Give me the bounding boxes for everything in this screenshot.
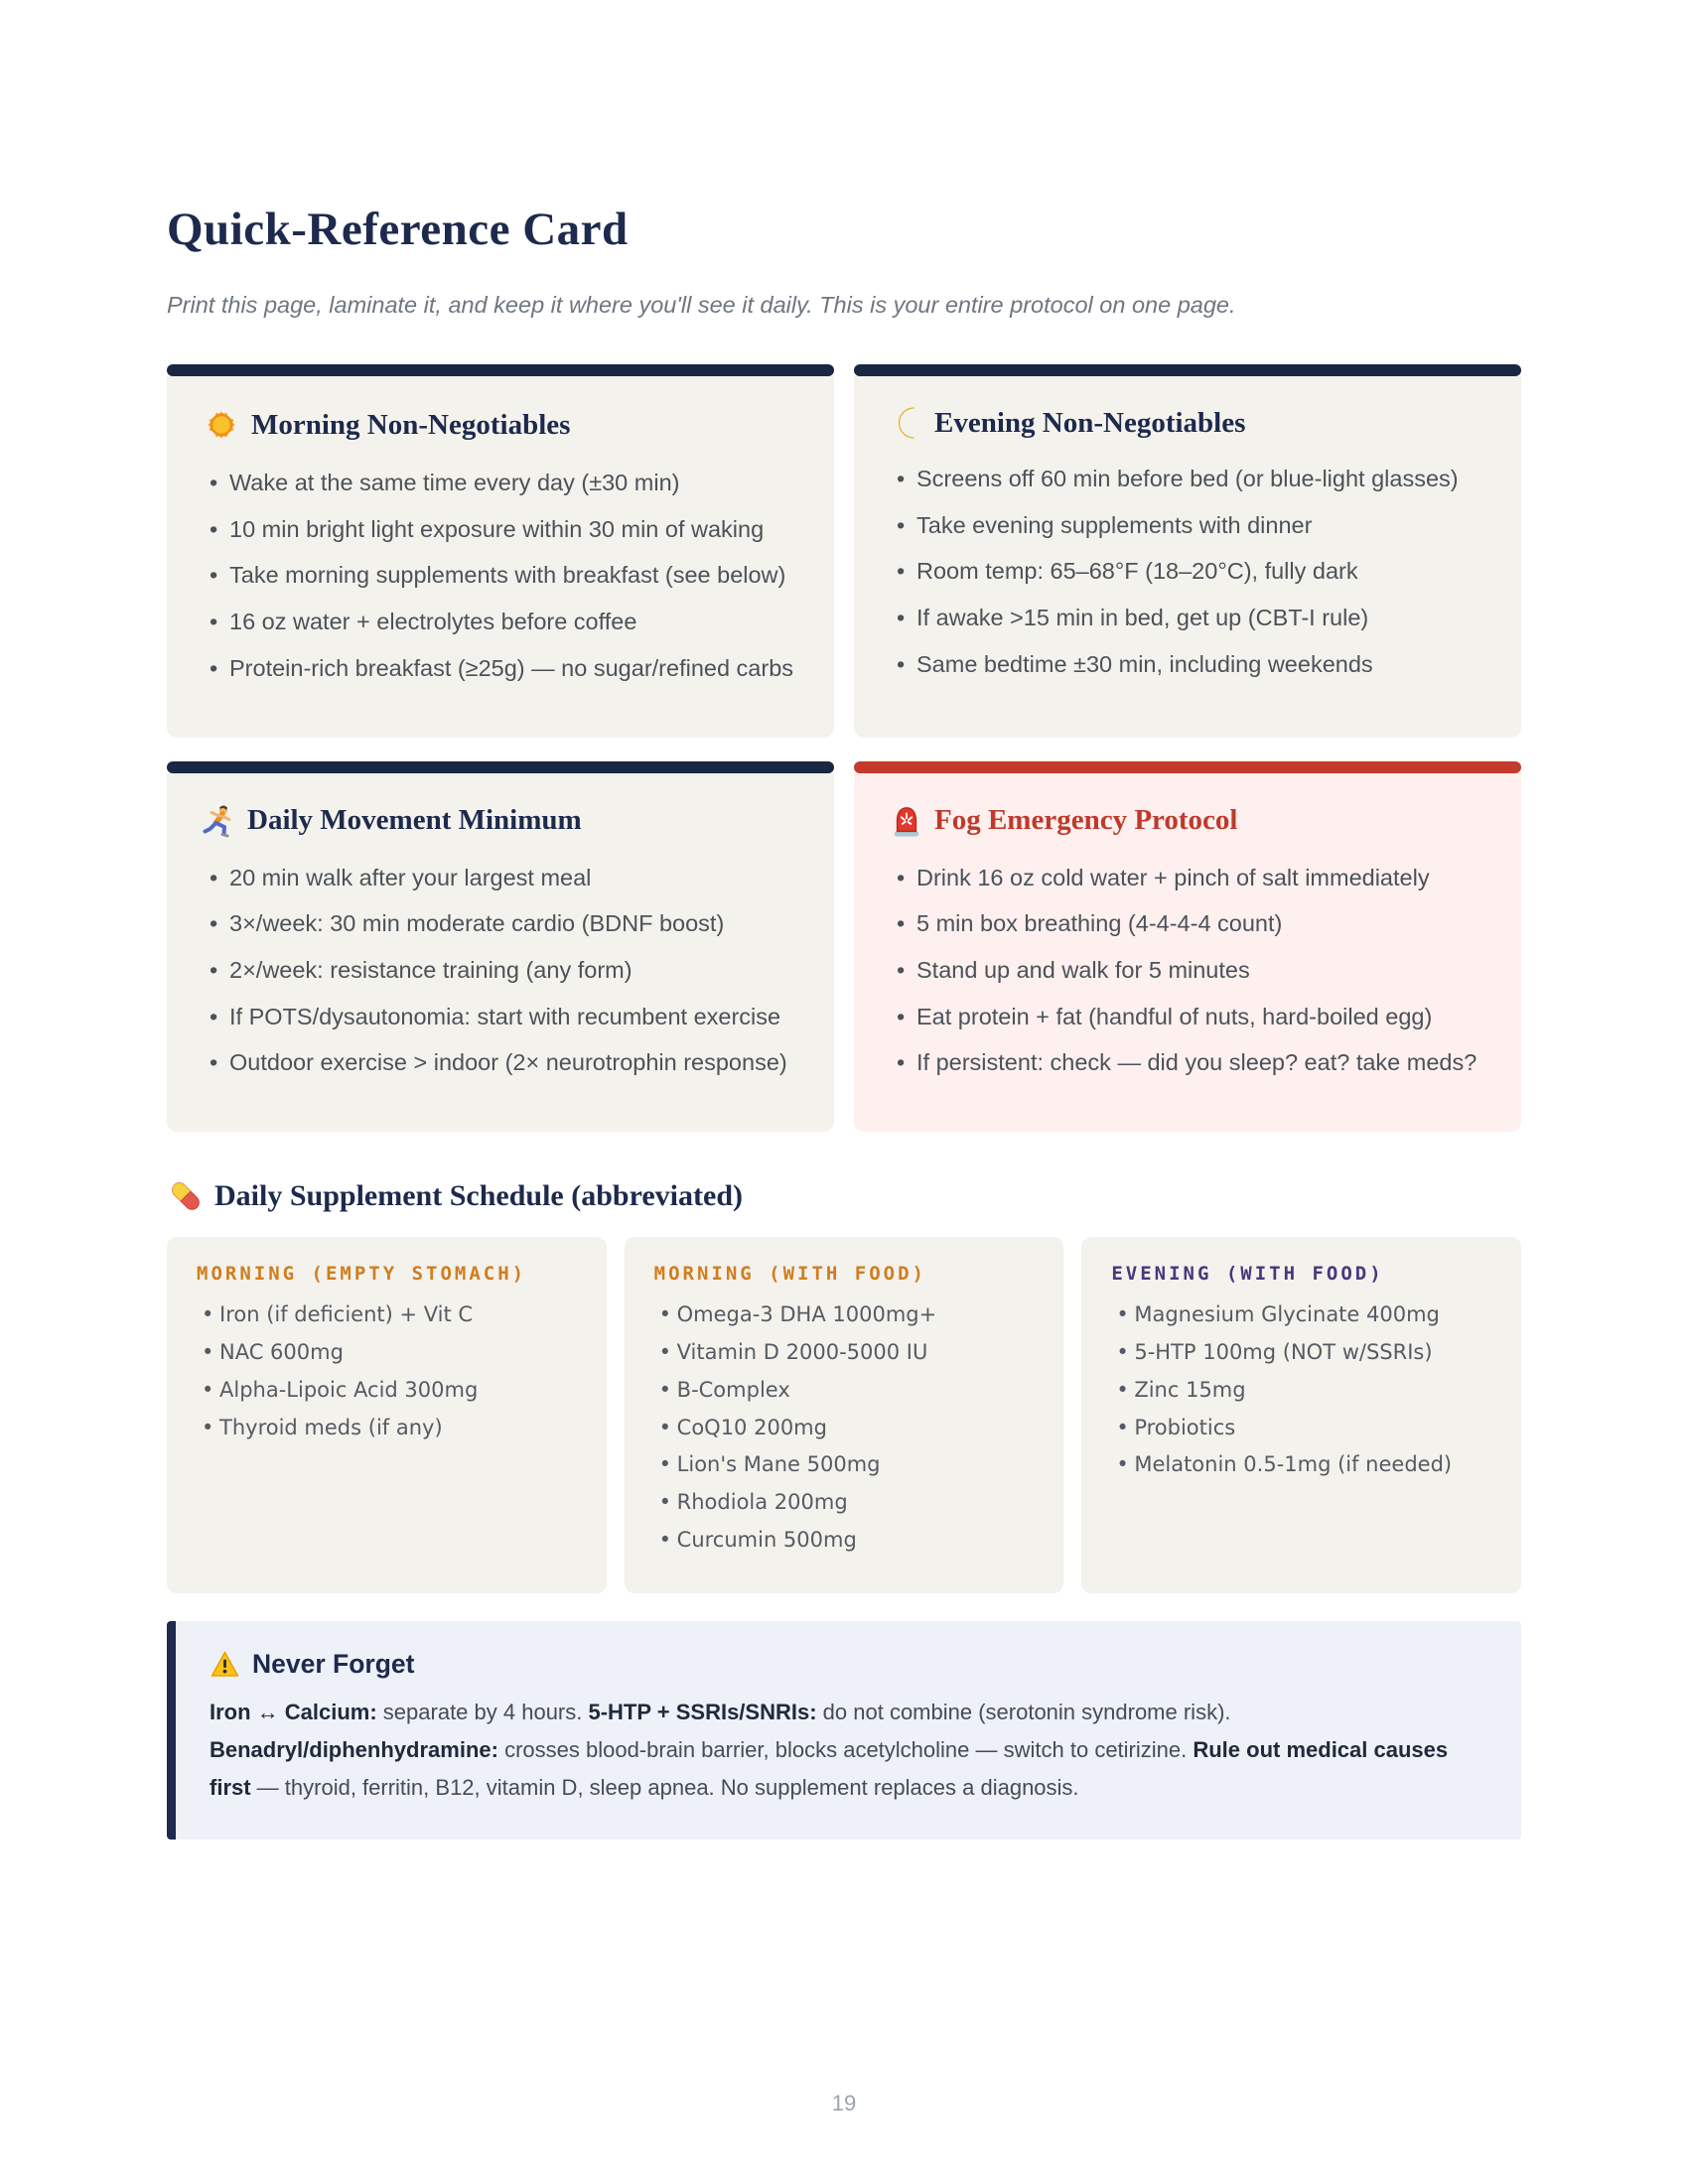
list-item: • Eat protein + fat (handful of nuts, hard-boiled egg) <box>890 1000 1485 1035</box>
list-item: • Room temp: 65–68°F (18–20°C), fully dark <box>890 554 1485 590</box>
list-item: • Outdoor exercise > indoor (2× neurotrophin response) <box>203 1045 798 1081</box>
supplement-row <box>167 1237 1521 1593</box>
note-segment: — thyroid, ferritin, B12, vitamin D, sleep apnea. No supplement replaces a diagnosis. <box>250 1775 1079 1801</box>
list-item: • 3×/week: 30 min moderate cardio (BDNF boost) <box>203 906 798 942</box>
note-bold-segment: Benadryl/diphenhydramine: <box>210 1737 498 1763</box>
list-item: • Omega-3 DHA 1000mg+ <box>654 1300 1035 1330</box>
list-item: • Drink 16 oz cold water + pinch of salt immediately <box>890 861 1485 896</box>
list-item: • If awake >15 min in bed, get up (CBT-I rule) <box>890 601 1485 636</box>
card-title-text: Fog Emergency Protocol <box>934 804 1238 837</box>
supplement-section-title <box>167 1177 1521 1215</box>
emergency-light-icon <box>890 803 923 839</box>
movement-list <box>203 861 798 1082</box>
card-accent-bar <box>167 364 834 376</box>
supplement-card-morning-empty <box>167 1237 607 1593</box>
card-accent-bar <box>854 761 1521 773</box>
list-item: • 10 min bright light exposure within 30 min of waking <box>203 512 798 548</box>
never-forget-note <box>167 1621 1521 1840</box>
evening-card-title <box>890 406 1485 440</box>
list-item: • Lion's Mane 500mg <box>654 1450 1035 1480</box>
list-item: • Stand up and walk for 5 minutes <box>890 953 1485 989</box>
column-header: MORNING (EMPTY STOMACH) <box>197 1263 527 1286</box>
list-item: • NAC 600mg <box>197 1338 577 1368</box>
supplement-list <box>654 1300 1035 1556</box>
section-title-text: Daily Supplement Schedule (abbreviated) <box>214 1179 743 1213</box>
list-item: • Iron (if deficient) + Vit C <box>197 1300 577 1330</box>
card-title-text: Morning Non-Negotiables <box>251 408 571 441</box>
page-title: Quick-Reference Card <box>167 204 629 255</box>
movement-card <box>167 773 834 1133</box>
morning-card <box>167 376 834 738</box>
supplement-list <box>1111 1300 1491 1480</box>
list-item: • Melatonin 0.5-1mg (if needed) <box>1111 1450 1491 1480</box>
page-number: 19 <box>831 2091 857 2116</box>
supplement-card-morning-food <box>625 1237 1064 1593</box>
supplement-card-evening-food <box>1081 1237 1521 1593</box>
movement-card-title <box>203 803 798 839</box>
list-item: • If persistent: check — did you sleep? eat? take meds? <box>890 1045 1485 1081</box>
note-segment: do not combine (serotonin syndrome risk). <box>816 1699 1231 1724</box>
list-item: • Alpha-Lipoic Acid 300mg <box>197 1376 577 1406</box>
note-bold-segment: Iron ↔ Calcium: <box>210 1699 377 1724</box>
morning-list <box>203 466 798 687</box>
non-negotiables-row <box>167 364 1521 738</box>
list-item: • B-Complex <box>654 1376 1035 1406</box>
list-item: • CoQ10 200mg <box>654 1414 1035 1443</box>
sun-icon <box>203 406 240 444</box>
list-item: • 16 oz water + electrolytes before coffee <box>203 605 798 640</box>
list-item: • Wake at the same time every day (±30 min) <box>203 466 798 501</box>
fog-card-title <box>890 803 1485 839</box>
list-item: • Magnesium Glycinate 400mg <box>1111 1300 1491 1330</box>
evening-list <box>890 462 1485 683</box>
note-title <box>210 1649 1487 1680</box>
note-segment: crosses blood-brain barrier, blocks acetylcholine — switch to cetirizine. <box>497 1737 1194 1763</box>
card-title-text: Evening Non-Negotiables <box>934 406 1246 439</box>
morning-card-title <box>203 406 798 444</box>
list-item: • Take morning supplements with breakfast (see below) <box>203 558 798 594</box>
note-segment: separate by 4 hours. <box>376 1699 589 1724</box>
list-item: • 2×/week: resistance training (any form) <box>203 953 798 989</box>
fog-list <box>890 861 1485 1082</box>
column-header: MORNING (WITH FOOD) <box>653 1263 926 1286</box>
evening-card <box>854 376 1521 738</box>
list-item: • 5 min box breathing (4-4-4-4 count) <box>890 906 1485 942</box>
note-title-text: Never Forget <box>252 1648 415 1679</box>
column-header: EVENING (WITH FOOD) <box>1111 1263 1384 1286</box>
list-item: • Take evening supplements with dinner <box>890 508 1485 544</box>
warning-icon <box>210 1650 240 1679</box>
list-item: • If POTS/dysautonomia: start with recumbent exercise <box>203 1000 798 1035</box>
page-subtitle: Print this page, laminate it, and keep it where you'll see it daily. This is your entire protocol on one page. <box>167 292 1236 318</box>
list-item: • Protein-rich breakfast (≥25g) — no sugar/refined carbs <box>203 651 798 687</box>
movement-fog-row <box>167 761 1521 1133</box>
list-item: • Rhodiola 200mg <box>654 1488 1035 1518</box>
pill-icon <box>167 1177 205 1215</box>
note-body <box>210 1694 1487 1808</box>
list-item: • 5-HTP 100mg (NOT w/SSRIs) <box>1111 1338 1491 1368</box>
card-accent-bar <box>854 364 1521 376</box>
list-item: • 20 min walk after your largest meal <box>203 861 798 896</box>
moon-icon <box>890 406 923 440</box>
list-item: • Probiotics <box>1111 1414 1491 1443</box>
list-item: • Curcumin 500mg <box>654 1526 1035 1556</box>
list-item: • Screens off 60 min before bed (or blue-light glasses) <box>890 462 1485 497</box>
list-item: • Vitamin D 2000-5000 IU <box>654 1338 1035 1368</box>
list-item: • Same bedtime ±30 min, including weekends <box>890 647 1485 683</box>
note-bold-segment: 5-HTP + SSRIs/SNRIs: <box>588 1699 817 1724</box>
fog-emergency-card <box>854 773 1521 1133</box>
card-accent-bar <box>167 761 834 773</box>
list-item: • Zinc 15mg <box>1111 1376 1491 1406</box>
card-title-text: Daily Movement Minimum <box>247 804 582 837</box>
runner-icon <box>203 803 236 839</box>
list-item: • Thyroid meds (if any) <box>197 1414 577 1443</box>
supplement-list <box>197 1300 577 1442</box>
note-bold-segment: Rule out medical causes first <box>210 1737 1449 1801</box>
